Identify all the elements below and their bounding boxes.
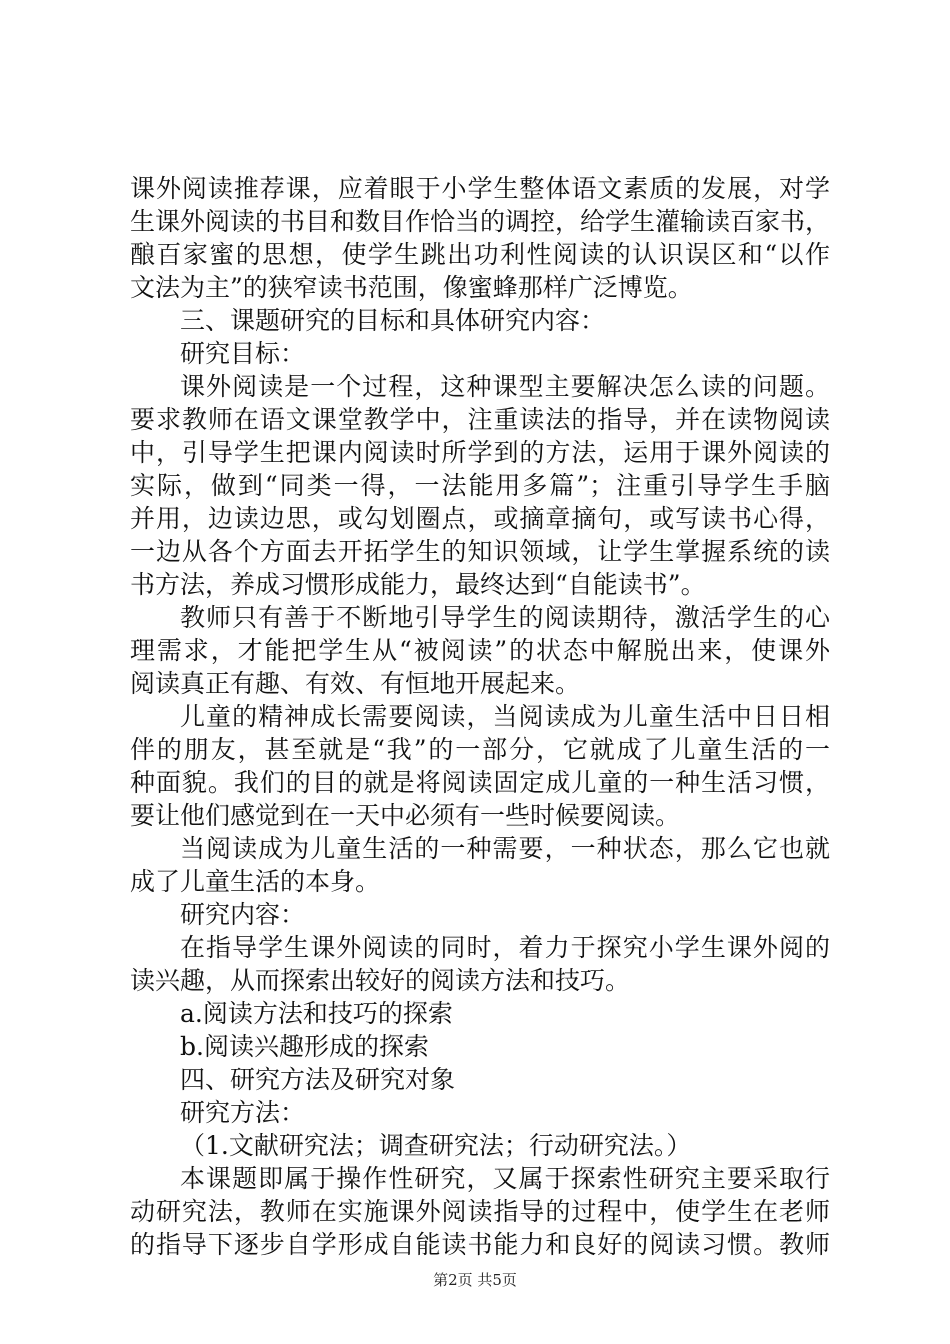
text-line: 生课外阅读的书目和数目作恰当的调控，给学生灌输读百家书， bbox=[130, 207, 830, 236]
text-line: 一边从各个方面去开拓学生的知识领域，让学生掌握系统的读 bbox=[130, 537, 830, 566]
text-line: b.阅读兴趣形成的探索 bbox=[180, 1032, 429, 1061]
text-line: a.阅读方法和技巧的探索 bbox=[180, 999, 453, 1028]
text-line: 阅读真正有趣、有效、有恒地开展起来。 bbox=[130, 669, 581, 698]
text-line: 本课题即属于操作性研究，又属于探索性研究主要采取行 bbox=[180, 1164, 830, 1193]
text-line: 书方法，养成习惯形成能力，最终达到“自能读书”。 bbox=[130, 570, 706, 599]
text-line: （1.文献研究法；调查研究法；行动研究法。） bbox=[180, 1131, 692, 1160]
text-line: 的指导下逐步自学形成自能读书能力和良好的阅读习惯。教师 bbox=[130, 1230, 830, 1259]
text-line: 理需求，才能把学生从“被阅读”的状态中解脱出来，使课外 bbox=[130, 636, 830, 665]
text-line: 中，引导学生把课内阅读时所学到的方法，运用于课外阅读的 bbox=[130, 438, 830, 467]
text-line: 并用，边读边思，或勾划圈点，或摘章摘句，或写读书心得， bbox=[130, 504, 830, 533]
text-line: 种面貌。我们的目的就是将阅读固定成儿童的一种生活习惯， bbox=[130, 768, 830, 797]
text-line: 当阅读成为儿童生活的一种需要，一种状态，那么它也就 bbox=[180, 834, 830, 863]
text-line: 动研究法，教师在实施课外阅读指导的过程中，使学生在老师 bbox=[130, 1197, 830, 1226]
text-line: 儿童的精神成长需要阅读，当阅读成为儿童生活中日日相 bbox=[180, 702, 830, 731]
text-line: 伴的朋友，甚至就是“我”的一部分，它就成了儿童生活的一 bbox=[130, 735, 830, 764]
text-line: 四、研究方法及研究对象 bbox=[180, 1065, 456, 1094]
text-line: 要让他们感觉到在一天中必须有一些时候要阅读。 bbox=[130, 801, 681, 830]
page-footer: 第2页 共5页 bbox=[433, 1271, 517, 1289]
text-line: 课外阅读是一个过程，这种课型主要解决怎么读的问题。 bbox=[180, 372, 830, 401]
text-line: 研究内容： bbox=[180, 900, 306, 929]
text-line: 读兴趣，从而探索出较好的阅读方法和技巧。 bbox=[130, 966, 631, 995]
text-line: 教师只有善于不断地引导学生的阅读期待，激活学生的心 bbox=[180, 603, 830, 632]
text-line: 要求教师在语文课堂教学中，注重读法的指导，并在读物阅读 bbox=[130, 405, 830, 434]
text-line: 研究方法： bbox=[180, 1098, 306, 1127]
text-line: 酿百家蜜的思想，使学生跳出功利性阅读的认识误区和“以作 bbox=[130, 240, 830, 269]
text-line: 成了儿童生活的本身。 bbox=[130, 867, 381, 896]
text-line: 文法为主”的狭窄读书范围，像蜜蜂那样广泛博览。 bbox=[130, 273, 693, 302]
body-text bbox=[130, 172, 830, 1261]
text-line: 在指导学生课外阅读的同时，着力于探究小学生课外阅的 bbox=[180, 933, 830, 962]
text-line: 研究目标： bbox=[180, 339, 306, 368]
text-line: 课外阅读推荐课，应着眼于小学生整体语文素质的发展，对学 bbox=[130, 174, 830, 203]
text-line: 实际，做到“同类一得，一法能用多篇”；注重引导学生手脑 bbox=[130, 471, 830, 500]
text-line: 三、课题研究的目标和具体研究内容： bbox=[180, 306, 606, 335]
